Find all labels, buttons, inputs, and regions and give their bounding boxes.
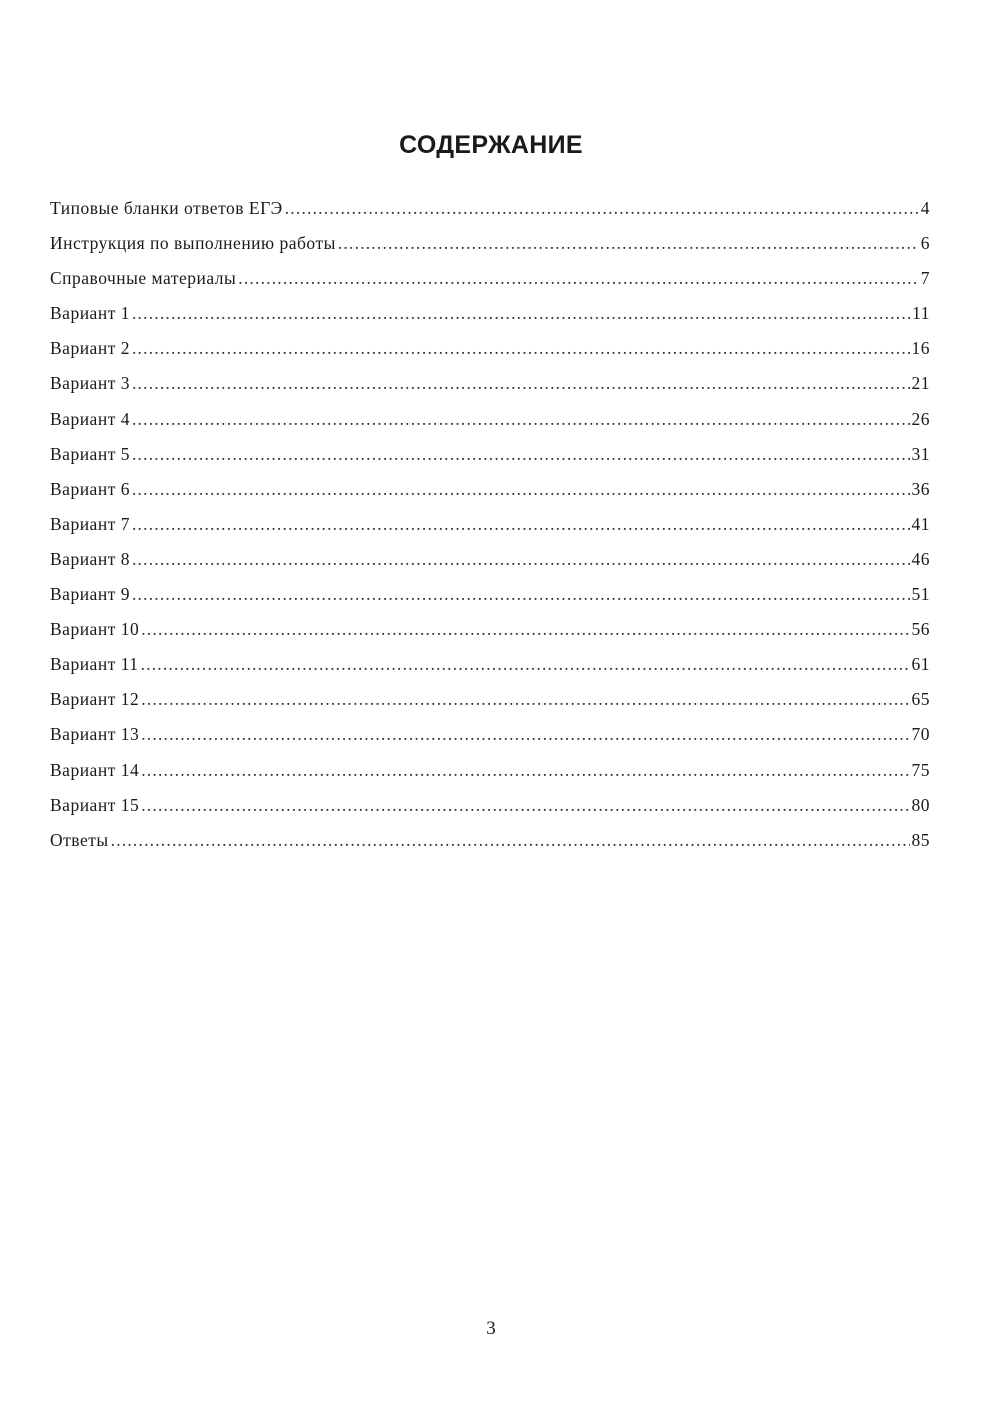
toc-entry-page: 85 <box>911 829 930 850</box>
toc-entry <box>50 479 930 514</box>
toc-entry-page: 61 <box>911 654 930 675</box>
toc-dot-leader <box>141 654 910 675</box>
toc-entry <box>50 409 930 444</box>
toc-entry <box>50 830 930 865</box>
toc-entry-label: Вариант 4 <box>50 408 130 429</box>
page-number: 3 <box>486 1318 496 1339</box>
toc-entry-label: Вариант 3 <box>50 373 130 394</box>
toc-entry-page: 11 <box>912 303 930 324</box>
toc-entry-label: Вариант 13 <box>50 724 140 745</box>
toc-entry-label: Справочные материалы <box>50 268 237 289</box>
toc-dot-leader <box>285 198 919 219</box>
toc-entry-label: Вариант 11 <box>50 654 139 675</box>
toc-entry-page: 65 <box>911 689 930 710</box>
toc-entry-page: 46 <box>911 548 930 569</box>
toc-entry <box>50 549 930 584</box>
toc-entry-page: 21 <box>911 373 930 394</box>
toc-entry <box>50 760 930 795</box>
toc-entry-label: Вариант 7 <box>50 513 130 534</box>
toc-entry <box>50 233 930 268</box>
toc-entry-page: 36 <box>911 478 930 499</box>
toc-dot-leader <box>132 338 910 359</box>
toc-entry-label: Типовые бланки ответов ЕГЭ <box>50 198 283 218</box>
toc-entry-label: Вариант 1 <box>50 303 130 324</box>
toc-entry-page: 4 <box>920 198 930 218</box>
toc-dot-leader <box>111 830 910 851</box>
toc-dot-leader <box>132 409 910 430</box>
toc-entry <box>50 338 930 373</box>
toc-dot-leader <box>132 373 910 394</box>
toc-entry-label: Вариант 6 <box>50 478 130 499</box>
toc-entry-label: Вариант 10 <box>50 619 140 640</box>
toc-entry-label: Вариант 2 <box>50 338 130 359</box>
toc-dot-leader <box>132 549 910 570</box>
toc-entry-page: 26 <box>911 408 930 429</box>
toc-dot-leader <box>132 444 910 465</box>
toc-entry-label: Вариант 8 <box>50 548 130 569</box>
toc-entry <box>50 198 930 233</box>
toc-dot-leader <box>132 584 910 605</box>
toc-dot-leader <box>132 303 910 324</box>
toc-dot-leader <box>338 233 919 254</box>
toc-entry-label: Вариант 15 <box>50 794 140 815</box>
toc-entry-page: 70 <box>911 724 930 745</box>
toc-entry-page: 56 <box>911 619 930 640</box>
toc-entry-label: Вариант 12 <box>50 689 140 710</box>
toc-dot-leader <box>141 689 909 710</box>
toc-entry-page: 16 <box>911 338 930 359</box>
toc-entry <box>50 724 930 759</box>
toc-entry-label: Вариант 14 <box>50 759 140 780</box>
toc-entry <box>50 795 930 830</box>
toc-entry <box>50 584 930 619</box>
toc-entry-page: 80 <box>911 794 930 815</box>
toc-dot-leader <box>132 514 910 535</box>
toc-entry-page: 6 <box>920 233 930 254</box>
toc-dot-leader <box>132 479 910 500</box>
toc-entry-page: 51 <box>911 584 930 605</box>
toc-entry-page: 31 <box>911 443 930 464</box>
toc-dot-leader <box>141 760 909 781</box>
page-title: СОДЕРЖАНИЕ <box>399 130 583 159</box>
toc-entry <box>50 373 930 408</box>
toc-entry-label: Ответы <box>50 829 109 850</box>
toc-entry <box>50 689 930 724</box>
toc-entry-page: 41 <box>911 513 930 534</box>
toc-entry-label: Вариант 5 <box>50 443 130 464</box>
toc-entry <box>50 444 930 479</box>
toc-entry <box>50 514 930 549</box>
toc-entry-page: 7 <box>920 268 930 289</box>
toc-entry <box>50 303 930 338</box>
toc-entry-label: Вариант 9 <box>50 584 130 605</box>
toc-dot-leader <box>141 795 909 816</box>
toc-entry-label: Инструкция по выполнению работы <box>50 233 336 254</box>
toc-dot-leader <box>141 724 909 745</box>
toc-entry <box>50 619 930 654</box>
toc-entry <box>50 268 930 303</box>
toc-entry-page: 75 <box>911 759 930 780</box>
table-of-contents <box>50 198 930 865</box>
toc-entry <box>50 654 930 689</box>
toc-dot-leader <box>141 619 909 640</box>
toc-dot-leader <box>238 268 918 289</box>
